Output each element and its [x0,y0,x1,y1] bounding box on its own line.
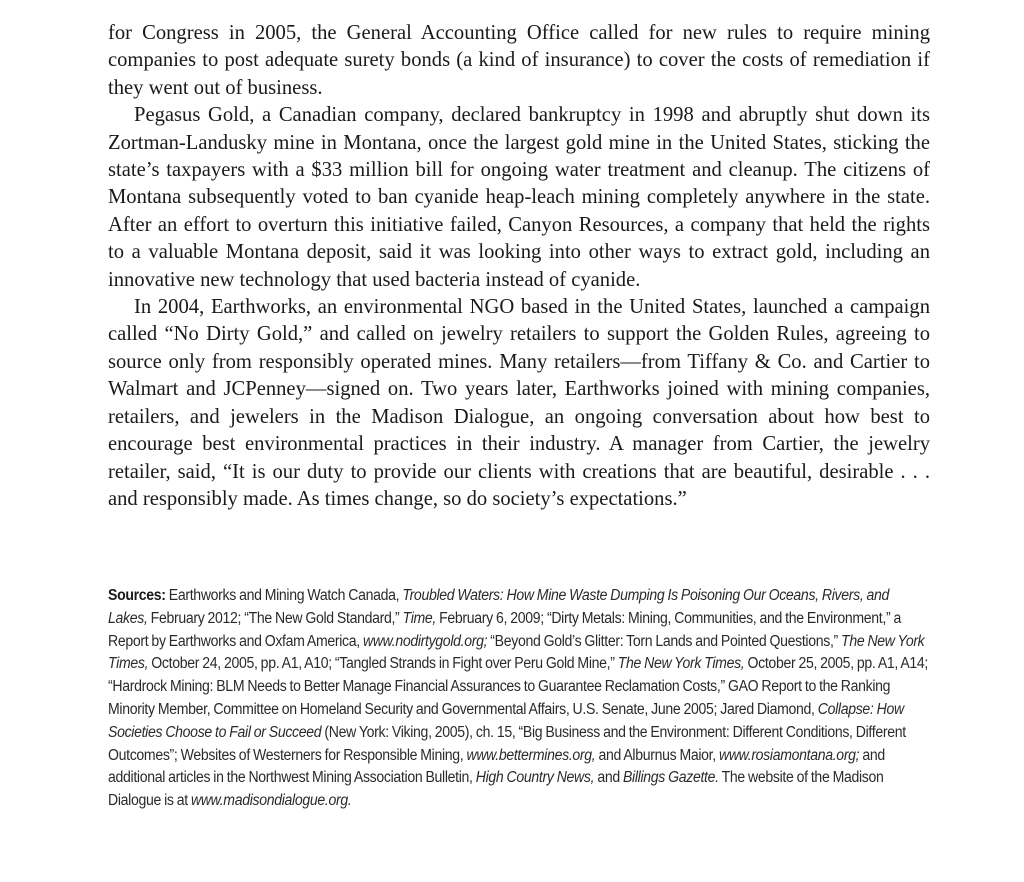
source-text: (New York: Viking, 2005), ch. 15, “Big Business and the Environment: Different Conditions, Different Outcomes”; Websites of Westerners for Responsible Mining, [108,723,906,764]
source-title: Troubled Waters: How Mine Waste Dumping Is Poisoning Our Oceans, Rivers, and Lakes, [108,587,890,627]
source-text: October 24, 2005, pp. A1, A10; “Tangled Strands in Fight over Peru Gold Mine,” [148,655,618,673]
source-text: October 25, 2005, pp. A1, A14; “Hardrock Mining: BLM Needs to Better Manage Financial Assurances to Guarantee Reclamation Costs,” GAO Report to the Ranking Minority Member, Committee on Homeland Security and Governmental Affairs, U.S. Senate, June 2005; Jared Diamond, [108,655,929,718]
paragraph: Pegasus Gold, a Canadian company, declared bankruptcy in 1998 and abruptly shut down its Zortman-Landusky mine in Montana, once the largest gold mine in the United States, sticking the state’s taxpayers with a $33 million bill for ongoing water treatment and cleanup. The citizens of Montana subsequently voted to ban cyanide heap-leach mining completely anywhere in the state. After an effort to overturn this initiative failed, Canyon Resources, a company that held the rights to a valuable Montana deposit, said it was looking into other ways to extract gold, including an innovative new technology that used bacteria instead of cyanide. [108,104,930,291]
article-body [108,20,930,513]
source-url: www.rosiamontana.org; [718,746,860,764]
source-text: and [594,769,623,787]
source-title: The New York Times, [617,655,745,673]
source-text: “Beyond Gold’s Glitter: Torn Lands and Pointed Questions,” [487,632,842,650]
source-text: and Alburnus Maior, [595,746,719,764]
source-title: Billings Gazette. [622,769,719,787]
source-title: The New York Times, [108,632,925,673]
sources-label: Sources: [108,587,166,604]
source-text: The website of the Madison Dialogue is at [108,769,884,810]
source-title: High Country News, [475,769,595,787]
source-text: Earthworks and Mining Watch Canada, [165,587,403,604]
source-text: February 2012; “The New Gold Standard,” [147,609,403,627]
source-url: www.nodirtygold.org; [362,632,488,650]
source-url: www.bettermines.org, [466,746,596,764]
sources-note [108,585,930,813]
source-title: Collapse: How Societies Choose to Fail or Succeed [108,700,904,741]
source-text: and additional articles in the Northwest Mining Association Bulletin, [108,746,885,787]
paragraph: for Congress in 2005, the General Accounting Office called for new rules to require mining companies to post adequate surety bonds (a kind of insurance) to cover the costs of remediation if they went out of business. [108,22,930,99]
source-title: Time, [402,609,437,627]
source-url: www.madisondialogue.org. [190,792,352,810]
paragraph: In 2004, Earthworks, an environmental NGO based in the United States, launched a campaign called “No Dirty Gold,” and called on jewelry retailers to support the Golden Rules, agreeing to source only from responsibly operated mines. Many retailers—from Tiffany & Co. and Cartier to Walmart and JCPenney—signed on. Two years later, Earthworks joined with mining companies, retailers, and jewelers in the Madison Dialogue, an ongoing conversation about how best to encourage best environmental practices in their industry. A manager from Cartier, the jewelry retailer, said, “It is our duty to provide our clients with creations that are beautiful, desirable . . . and responsibly made. As times change, so do society’s expectations.” [108,296,930,510]
source-text: February 6, 2009; “Dirty Metals: Mining, Communities, and the Environment,” a Report by Earthworks and Oxfam America, [108,609,901,650]
